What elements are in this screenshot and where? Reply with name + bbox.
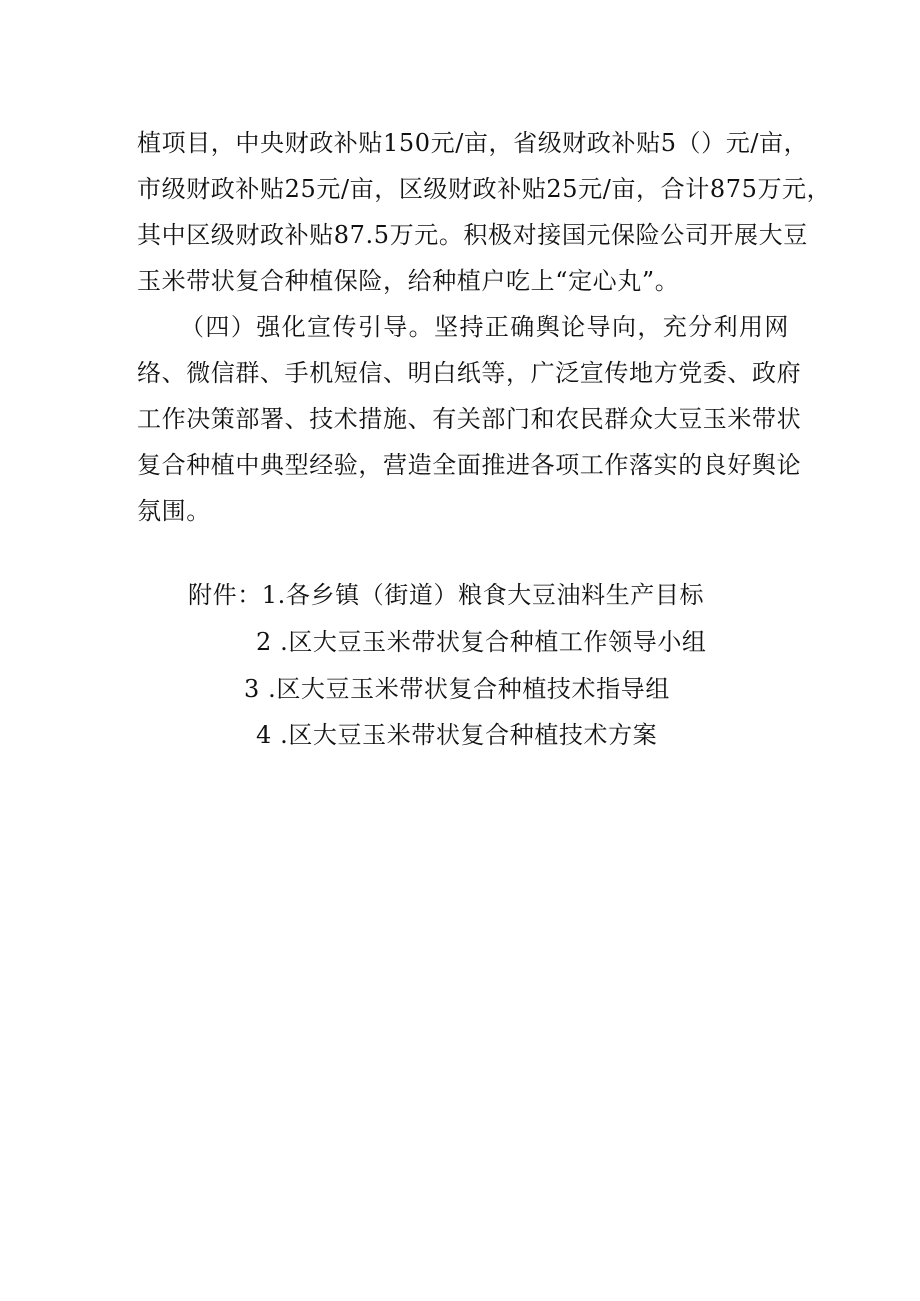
- paragraph-line: 植项目，中央财政补贴150元/亩，省级财政补贴5（）元/亩，: [137, 129, 809, 157]
- attachment-item: 2 .区大豆玉米带状复合种植工作领导小组: [256, 628, 707, 656]
- paragraph-line: 络、微信群、手机短信、明白纸等，广泛宣传地方党委、政府: [137, 359, 802, 387]
- paragraph-line: 市级财政补贴25元/亩，区级财政补贴25元/亩，合计875万元，: [137, 175, 832, 203]
- attachment-item: 4 .区大豆玉米带状复合种植技术方案: [256, 721, 658, 749]
- paragraph-line: 工作决策部署、技术措施、有关部门和农民群众大豆玉米带状: [137, 405, 802, 433]
- attachment-item: 附件：1.各乡镇（街道）粮食大豆油料生产目标: [188, 581, 705, 609]
- paragraph-line: 玉米带状复合种植保险，给种植户吃上“定心丸”。: [137, 267, 680, 295]
- paragraph-line: 其中区级财政补贴87.5万元。积极对接国元保险公司开展大豆: [137, 221, 808, 249]
- paragraph-line: 氛围。: [137, 497, 211, 525]
- paragraph-line: 复合种植中典型经验，营造全面推进各项工作落实的良好舆论: [137, 451, 802, 479]
- attachment-item: 3 .区大豆玉米带状复合种植技术指导组: [244, 675, 670, 703]
- paragraph-line: （四）强化宣传引导。坚持正确舆论导向，充分利用网: [180, 313, 789, 341]
